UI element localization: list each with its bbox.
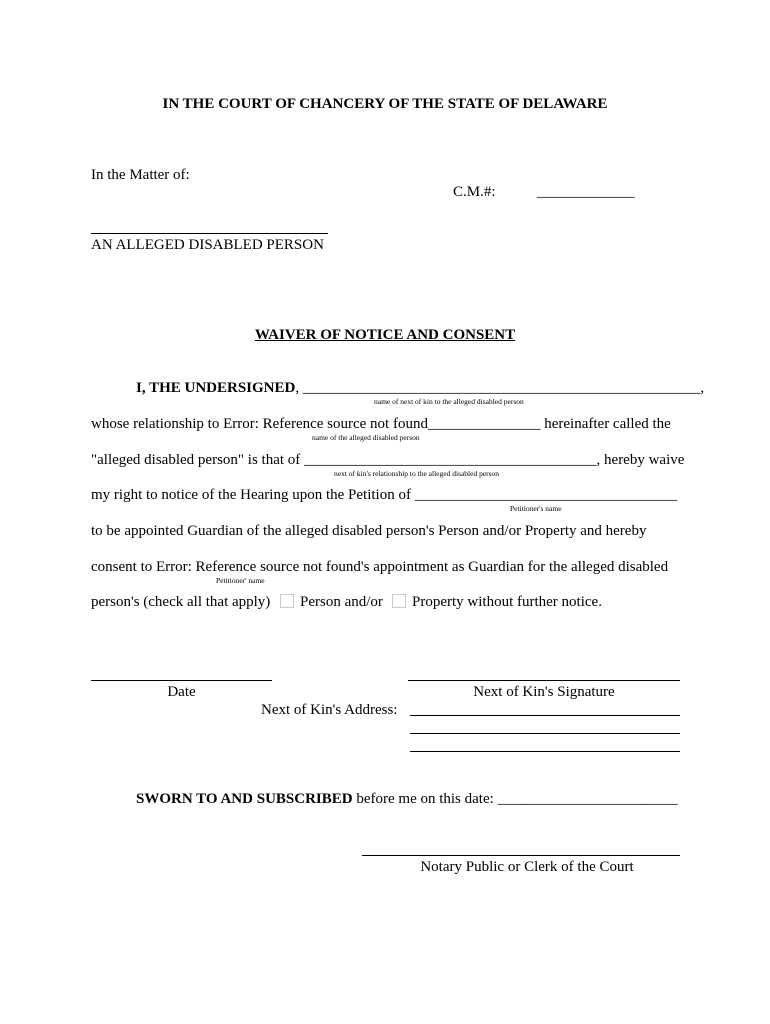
signature-label: Next of Kin's Signature: [473, 684, 615, 700]
paragraph-line-1: [136, 381, 704, 396]
paragraph-line-6: consent to Error: Reference source not found's appointment as Guardian for the alleged disabled: [91, 559, 669, 575]
disabled-person-label: AN ALLEGED DISABLED PERSON: [91, 237, 324, 253]
paragraph-line-7: person's (check all that apply): [91, 594, 271, 610]
date-label: Date: [167, 684, 196, 700]
sworn-line: [136, 792, 678, 807]
relationship-field[interactable]: _______________: [427, 416, 541, 432]
notary-signature-line[interactable]: [362, 855, 680, 856]
petitioner-name-field[interactable]: ___________________________________: [414, 487, 678, 503]
notary-label: Notary Public or Clerk of the Court: [420, 859, 634, 875]
relationship-text: whose relationship to Error: Reference source not found: [91, 416, 428, 432]
paragraph-line-5: to be appointed Guardian of the alleged disabled person's Person and/or Property and hereby: [91, 523, 647, 539]
kin-relationship-field[interactable]: _______________________________________: [304, 452, 597, 468]
undersigned-comma: ,: [295, 380, 303, 396]
disabled-person-name-caption: name of the alleged disabled person: [312, 433, 420, 442]
disabled-person-name-line[interactable]: [91, 233, 328, 234]
address-line-1[interactable]: [410, 715, 680, 716]
address-label: Next of Kin's Address:: [261, 702, 398, 718]
undersigned-lead: I, THE UNDERSIGNED: [136, 380, 296, 396]
paragraph-line-2: [91, 417, 671, 432]
line-1-tail: ,: [700, 380, 705, 396]
date-line[interactable]: [91, 680, 272, 681]
person-checkbox[interactable]: [280, 594, 294, 608]
alleged-text: "alleged disabled person" is that of: [91, 452, 305, 468]
hereinafter-text: hereinafter called the: [540, 416, 671, 432]
court-title: IN THE COURT OF CHANCERY OF THE STATE OF DELAWARE: [162, 96, 608, 112]
sworn-date-field[interactable]: ________________________: [497, 791, 678, 807]
address-line-3[interactable]: [410, 751, 680, 752]
next-of-kin-name-field[interactable]: _____________________________________________________: [302, 380, 701, 396]
address-line-2[interactable]: [410, 733, 680, 734]
cm-number-field[interactable]: _____________: [537, 184, 635, 200]
property-option-label: Property without further notice.: [412, 594, 602, 610]
form-title: WAIVER OF NOTICE AND CONSENT: [254, 327, 516, 343]
matter-label: In the Matter of:: [91, 167, 190, 183]
sworn-lead: SWORN TO AND SUBSCRIBED: [136, 791, 353, 807]
petitioner-name-caption: Petitioner's name: [510, 504, 562, 513]
next-of-kin-name-caption: name of next of kin to the alleged disabled person: [374, 397, 524, 406]
paragraph-line-3: [91, 453, 684, 468]
cm-label: C.M.#:: [453, 184, 496, 200]
kin-relationship-caption: next of kin's relationship to the alleged disabled person: [334, 469, 500, 478]
paragraph-line-4: [91, 488, 677, 503]
petitioner-caption: Petitioner' name: [216, 576, 265, 585]
waive-text: , hereby waive: [596, 452, 685, 468]
person-option-label: Person and/or: [300, 594, 383, 610]
sworn-text: before me on this date:: [352, 791, 498, 807]
petition-text: my right to notice of the Hearing upon the Petition of: [91, 487, 415, 503]
signature-line[interactable]: [408, 680, 680, 681]
property-checkbox[interactable]: [392, 594, 406, 608]
